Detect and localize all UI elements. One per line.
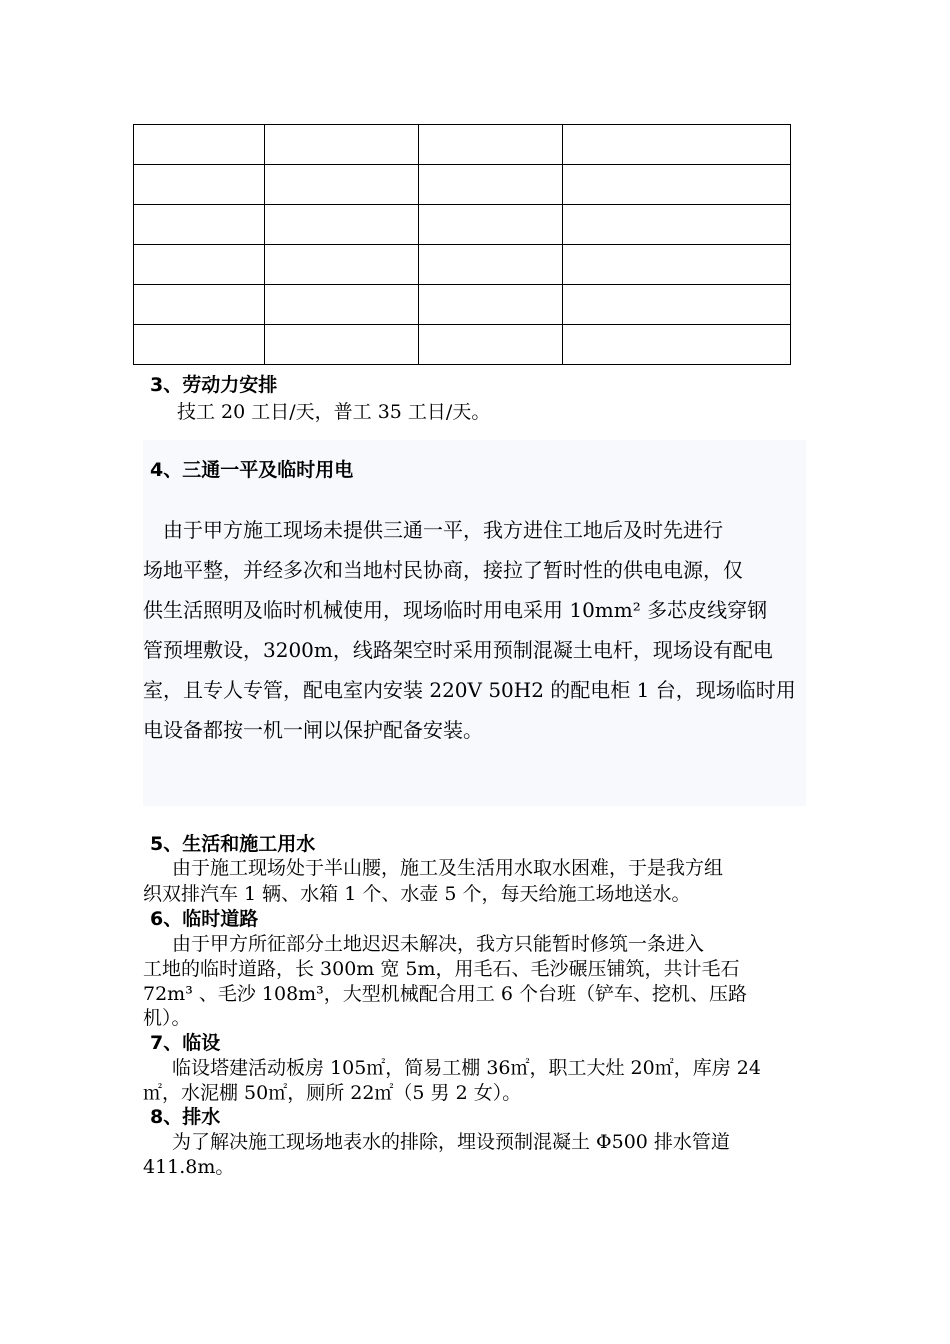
table-cell (419, 165, 563, 205)
table-cell (419, 285, 563, 325)
blank-table (133, 124, 791, 365)
table-cell (563, 325, 791, 365)
table-cell (265, 285, 419, 325)
table-cell (419, 325, 563, 365)
section-3-heading: 3、劳动力安排 (150, 374, 278, 396)
table-cell (265, 125, 419, 165)
table-cell (419, 205, 563, 245)
table-cell (563, 165, 791, 205)
table-cell (265, 325, 419, 365)
table-row (134, 125, 791, 165)
section-4-block (143, 440, 806, 806)
table-cell (563, 205, 791, 245)
table-cell (134, 125, 265, 165)
table-cell (134, 245, 265, 285)
section-5-line: 织双排汽车 1 辆、水箱 1 个、水壶 5 个，每天给施工场地送水。 (143, 883, 691, 905)
table-row (134, 165, 791, 205)
section-8-line: 为了解决施工现场地表水的排除，埋设预制混凝土 Φ500 排水管道 (172, 1131, 730, 1153)
section-4-line: 管预埋敷设，3200m，线路架空时采用预制混凝土电杆，现场设有配电 (143, 638, 773, 662)
section-5-heading: 5、生活和施工用水 (150, 833, 316, 855)
section-4-line: 电设备都按一机一闸以保护配备安装。 (143, 718, 483, 742)
section-4-line: 由于甲方施工现场未提供三通一平，我方进住工地后及时先进行 (143, 518, 723, 542)
section-6-heading: 6、临时道路 (150, 908, 259, 930)
table-cell (563, 125, 791, 165)
table-row (134, 245, 791, 285)
section-8-heading: 8、排水 (150, 1106, 221, 1128)
section-6-line: 机）。 (143, 1007, 191, 1029)
section-4-line: 室，且专人专管，配电室内安装 220V 50H2 的配电柜 1 台，现场临时用 (143, 678, 796, 702)
table-cell (563, 285, 791, 325)
section-4-heading: 4、三通一平及临时用电 (150, 459, 354, 481)
table-cell (134, 165, 265, 205)
table-cell (134, 325, 265, 365)
section-8-line: 411.8m。 (143, 1156, 235, 1178)
section-4-line: 场地平整，并经多次和当地村民协商，接拉了暂时性的供电电源，仅 (143, 558, 743, 582)
table-cell (419, 125, 563, 165)
section-5-line: 由于施工现场处于半山腰，施工及生活用水取水困难，于是我方组 (172, 857, 724, 879)
table-cell (265, 165, 419, 205)
section-4-line: 供生活照明及临时机械使用，现场临时用电采用 10mm² 多芯皮线穿钢 (143, 598, 768, 622)
section-3-body: 技工 20 工日/天，普工 35 工日/天。 (177, 401, 491, 423)
table-row (134, 205, 791, 245)
table-cell (134, 285, 265, 325)
table-row (134, 325, 791, 365)
section-7-line: 临设塔建活动板房 105㎡，简易工棚 36㎡，职工大灶 20㎡，库房 24 (172, 1057, 761, 1079)
section-7-heading: 7、临设 (150, 1032, 221, 1054)
table-cell (265, 245, 419, 285)
section-6-line: 由于甲方所征部分土地迟迟未解决，我方只能暂时修筑一条进入 (172, 933, 705, 955)
table-row (134, 285, 791, 325)
table-cell (419, 245, 563, 285)
table-cell (265, 205, 419, 245)
table-cell (563, 245, 791, 285)
section-6-line: 工地的临时道路，长 300m 宽 5m，用毛石、毛沙碾压铺筑，共计毛石 (143, 958, 740, 980)
table-cell (134, 205, 265, 245)
section-6-line: 72m³ 、毛沙 108m³，大型机械配合用工 6 个台班（铲车、挖机、压路 (143, 983, 747, 1005)
section-7-line: ㎡，水泥棚 50㎡，厕所 22㎡（5 男 2 女）。 (143, 1082, 522, 1104)
